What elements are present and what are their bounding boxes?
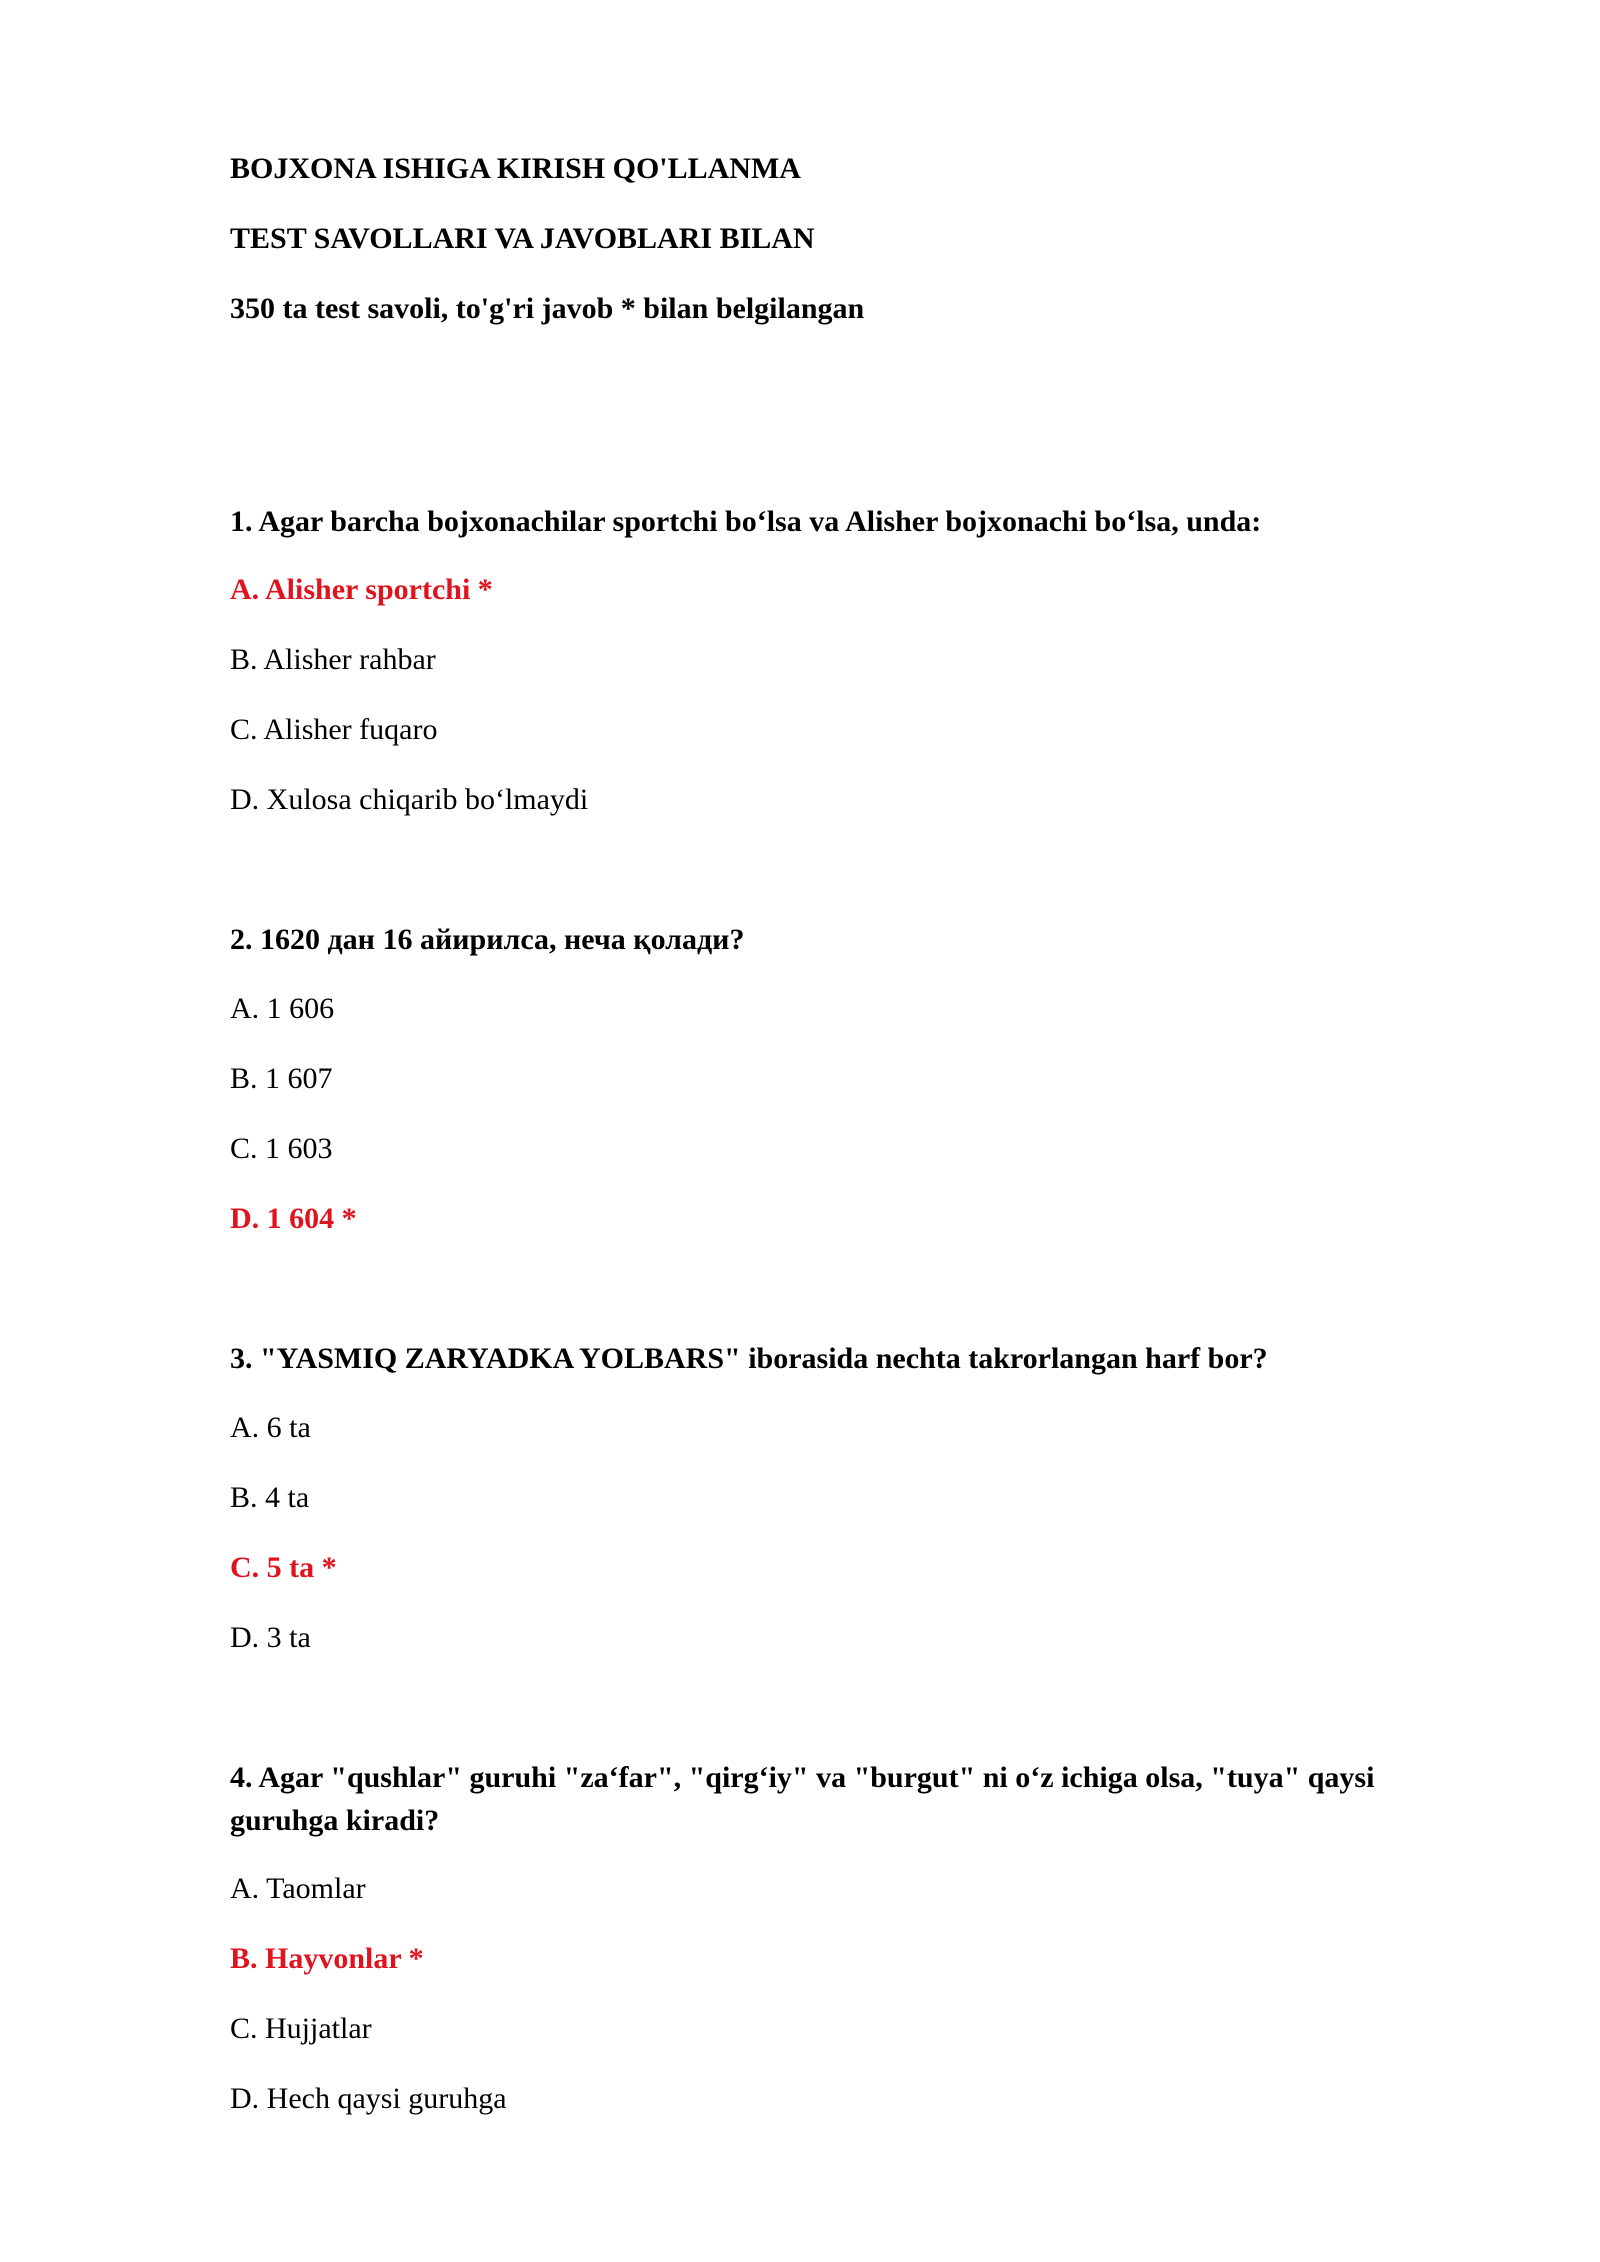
question-2-option-b: B. 1 607 bbox=[230, 1062, 333, 1095]
question-2-option-a: A. 1 606 bbox=[230, 992, 335, 1025]
document-title: BOJXONA ISHIGA KIRISH QO'LLANMA bbox=[230, 152, 801, 185]
question-4-option-a: A. Taomlar bbox=[230, 1872, 366, 1905]
question-3-option-b: B. 4 ta bbox=[230, 1481, 310, 1514]
question-1-text: 1. Agar barcha bojxonachilar sportchi bo‘lsa va Alisher bojxonachi bo‘lsa, unda: bbox=[230, 505, 1262, 538]
question-4-option-c: C. Hujjatlar bbox=[230, 2012, 372, 2045]
question-3-text: 3. "YASMIQ ZARYADKA YOLBARS" iborasida nechta takrorlangan harf bor? bbox=[230, 1342, 1268, 1375]
question-3-option-d: D. 3 ta bbox=[230, 1621, 311, 1654]
question-2-option-c: C. 1 603 bbox=[230, 1132, 333, 1165]
question-4-text: 4. Agar "qushlar" guruhi "za‘far", "qirg‘iy" va "burgut" ni o‘z ichiga olsa, "tuya" qaysi guruhga kiradi? bbox=[230, 1761, 1375, 1837]
question-3-option-c: C. 5 ta * bbox=[230, 1551, 337, 1584]
question-3-option-a: A. 6 ta bbox=[230, 1411, 311, 1444]
document-subtitle: 350 ta test savoli, to'g'ri javob * bilan belgilangan bbox=[230, 292, 865, 325]
question-4-option-d: D. Hech qaysi guruhga bbox=[230, 2082, 507, 2115]
question-1-option-c: C. Alisher fuqaro bbox=[230, 713, 438, 746]
question-2-text: 2. 1620 дан 16 айирилса, нечa қолади? bbox=[230, 923, 745, 956]
question-1-option-a: A. Alisher sportchi * bbox=[230, 573, 493, 606]
question-1-option-b: B. Alisher rahbar bbox=[230, 643, 436, 676]
document-title-line2: TEST SAVOLLARI VA JAVOBLARI BILAN bbox=[230, 222, 815, 255]
question-1-option-d: D. Xulosa chiqarib bo‘lmaydi bbox=[230, 783, 589, 816]
question-2-option-d: D. 1 604 * bbox=[230, 1202, 357, 1235]
question-4-option-b: B. Hayvonlar * bbox=[230, 1942, 424, 1975]
